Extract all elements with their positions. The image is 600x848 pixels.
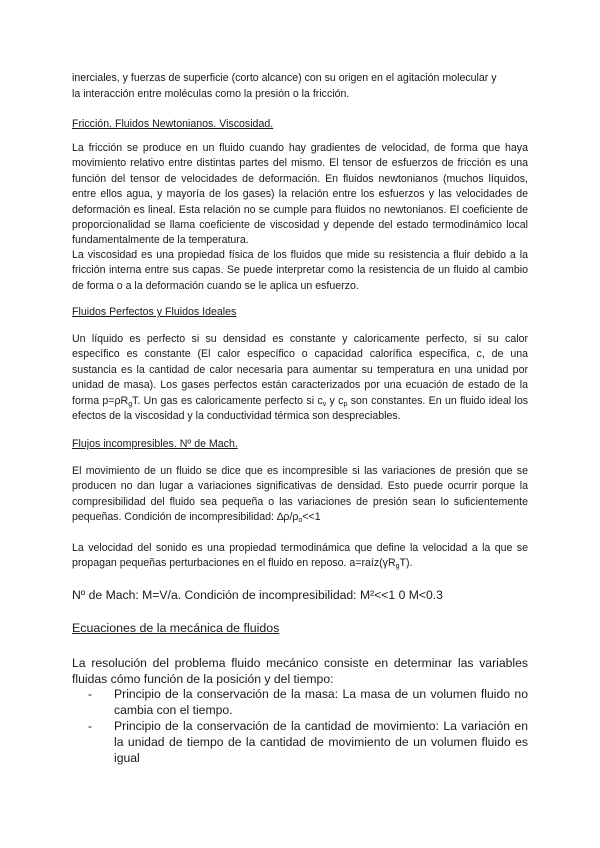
heading-ecuaciones: Ecuaciones de la mecánica de fluidos bbox=[72, 621, 280, 635]
intro-line-2: la interacción entre moléculas como la presión o la fricción. bbox=[72, 88, 350, 100]
list-item bbox=[88, 718, 528, 767]
heading-friccion: Fricción. Fluidos Newtonianos. Viscosidad. bbox=[72, 118, 274, 130]
list-item-text: Principio de la conservación de la cantidad de movimiento: La variación en la unidad de tiempo de la cantidad de movimiento de un volumen fluido es igual bbox=[114, 719, 528, 766]
intro-line-1: inerciales, y fuerzas de superficie (corto alcance) con su origen en el agitación molecular y bbox=[72, 72, 497, 84]
paragraph-ecuaciones: La resolución del problema fluido mecánico consiste en determinar las variables fluidas cómo función de la posición y del tiempo: bbox=[72, 656, 528, 687]
heading-flujos-incompresibles: Flujos incompresibles. Nº de Mach. bbox=[72, 438, 238, 450]
mach-condition: Nº de Mach: M=V/a. Condición de incompresibilidad: M²<<1 0 M<0.3 bbox=[72, 588, 443, 602]
heading-fluidos-perfectos: Fluidos Perfectos y Fluidos Ideales bbox=[72, 306, 237, 318]
paragraph-incompresible: El movimiento de un fluido se dice que es incompresible si las variaciones de presión que se producen no dan lugar a variaciones significativas de densidad. Esto puede ocurrir porque la compresibilidad del fluido sea pequeña o las variaciones de presión sean lo suficientemente pequeñas. Condición de incompresibilidad: $\Delta\rho/\rho_o<<1$ bbox=[72, 465, 528, 525]
paragraph-friccion-1: La fricción se produce en un fluido cuando hay gradientes de velocidad, de forma que haya movimiento relativo entre distintas partes del mismo. El tensor de esfuerzos de fricción es una función del tensor de velocidades de deformación. En fluidos newtonianos (muchos líquidos, entre ellos agua, y mayoría de los gases) la relación entre los esfuerzos y las velocidades de deformación es lineal. Esta relación no se cumple para fluidos no newtonianos. El coeficiente de proporcionalidad se llama coeficiente de viscosidad y depende del estado termodinámico local fundamentalmente de la temperatura. bbox=[72, 142, 528, 247]
bullet-dash: - bbox=[88, 687, 93, 701]
list-item-text: Principio de la conservación de la masa: La masa de un volumen fluido no cambia con el tiempo. bbox=[114, 687, 528, 718]
paragraph-fluidos-perfectos: Un líquido es perfecto si su densidad es constante y caloricamente perfecto, si su calor específico es constante (El calor específico o capacidad calorífica específica, c, de una sustancia es la cantidad de calor necesaria para aumentar su temperatura en una unidad por unidad de masa). Los gases perfectos están caracterizados por una ecuación de estado de la forma $p=\rho R_gT$. Un gas es caloricamente perfecto si $c_v$ y $c_p$ son constantes. En un fluido ideal los efectos de la viscosidad y la conductividad térmica son despreciables. bbox=[72, 333, 529, 423]
paragraph-velocidad-sonido: La velocidad del sonido es una propiedad termodinámica que define la velocidad a la que se propagan pequeñas perturbaciones en el fluido en reposo. $a=raíz(\gamma R_gT)$. bbox=[72, 542, 528, 571]
paragraph-viscosidad: La viscosidad es una propiedad física de los fluidos que mide su resistencia a fluir debido a la fricción interna entre sus capas. Se puede interpretar como la resistencia de un fluido al cambio de forma o a la deformación cuando se le aplica un esfuerzo. bbox=[72, 249, 528, 292]
bullet-dash: - bbox=[88, 719, 93, 733]
list-item bbox=[88, 686, 528, 718]
